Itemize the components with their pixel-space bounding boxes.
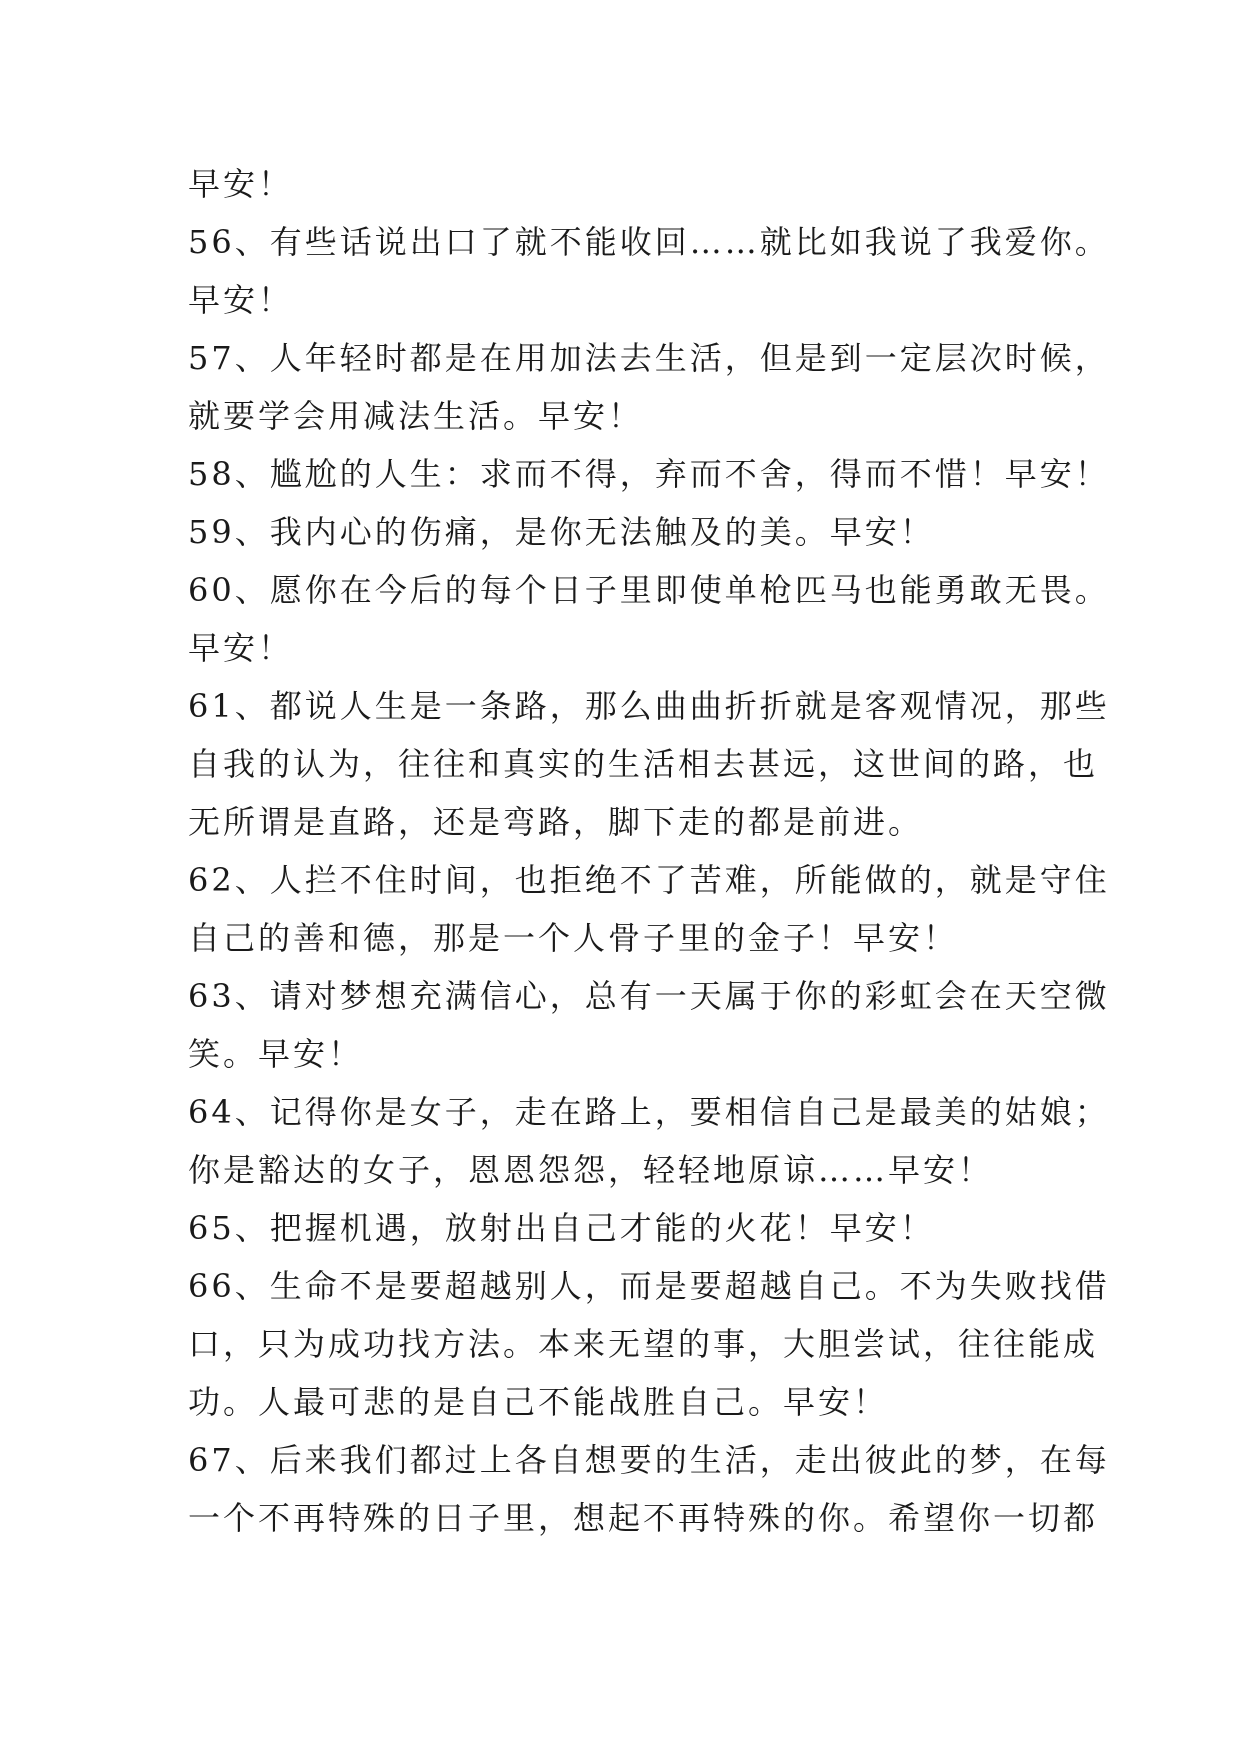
text-line: 无所谓是直路，还是弯路，脚下走的都是前进。 <box>188 803 924 841</box>
text-line: 64、记得你是女子，走在路上，要相信自己是最美的姑娘； <box>188 1093 1110 1131</box>
text-line: 自己的善和德，那是一个人骨子里的金子！早安！ <box>188 919 959 957</box>
text-line: 功。人最可悲的是自己不能战胜自己。早安！ <box>188 1383 889 1421</box>
document-body <box>188 155 1110 1547</box>
text-line: 65、把握机遇，放射出自己才能的火花！早安！ <box>188 1209 935 1247</box>
text-line: 一个不再特殊的日子里，想起不再特殊的你。希望你一切都 <box>188 1499 1099 1537</box>
text-line: 59、我内心的伤痛，是你无法触及的美。早安！ <box>188 513 935 551</box>
text-line: 自我的认为，往往和真实的生活相去甚远，这世间的路，也 <box>188 745 1099 783</box>
text-line: 62、人拦不住时间，也拒绝不了苦难，所能做的，就是守住 <box>188 861 1110 899</box>
text-line: 61、都说人生是一条路，那么曲曲折折就是客观情况，那些 <box>188 687 1110 725</box>
text-line: 67、后来我们都过上各自想要的生活，走出彼此的梦，在每 <box>188 1441 1110 1479</box>
text-line: 60、愿你在今后的每个日子里即使单枪匹马也能勇敢无畏。 <box>188 571 1110 609</box>
text-line: 66、生命不是要超越别人，而是要超越自己。不为失败找借 <box>188 1267 1110 1305</box>
text-line: 你是豁达的女子，恩恩怨怨，轻轻地原谅……早安！ <box>188 1151 994 1189</box>
text-line: 早安！ <box>188 629 294 667</box>
text-line: 笑。早安！ <box>188 1035 364 1073</box>
text-line: 早安！ <box>188 281 294 319</box>
text-line: 63、请对梦想充满信心，总有一天属于你的彩虹会在天空微 <box>188 977 1110 1015</box>
text-line: 56、有些话说出口了就不能收回……就比如我说了我爱你。 <box>188 223 1110 261</box>
text-line: 58、尴尬的人生：求而不得，弃而不舍，得而不惜！早安！ <box>188 455 1110 493</box>
text-line: 早安！ <box>188 165 294 203</box>
text-line: 就要学会用减法生活。早安！ <box>188 397 644 435</box>
text-line: 57、人年轻时都是在用加法去生活，但是到一定层次时候， <box>188 339 1110 377</box>
text-line: 口，只为成功找方法。本来无望的事，大胆尝试，往往能成 <box>188 1325 1099 1363</box>
